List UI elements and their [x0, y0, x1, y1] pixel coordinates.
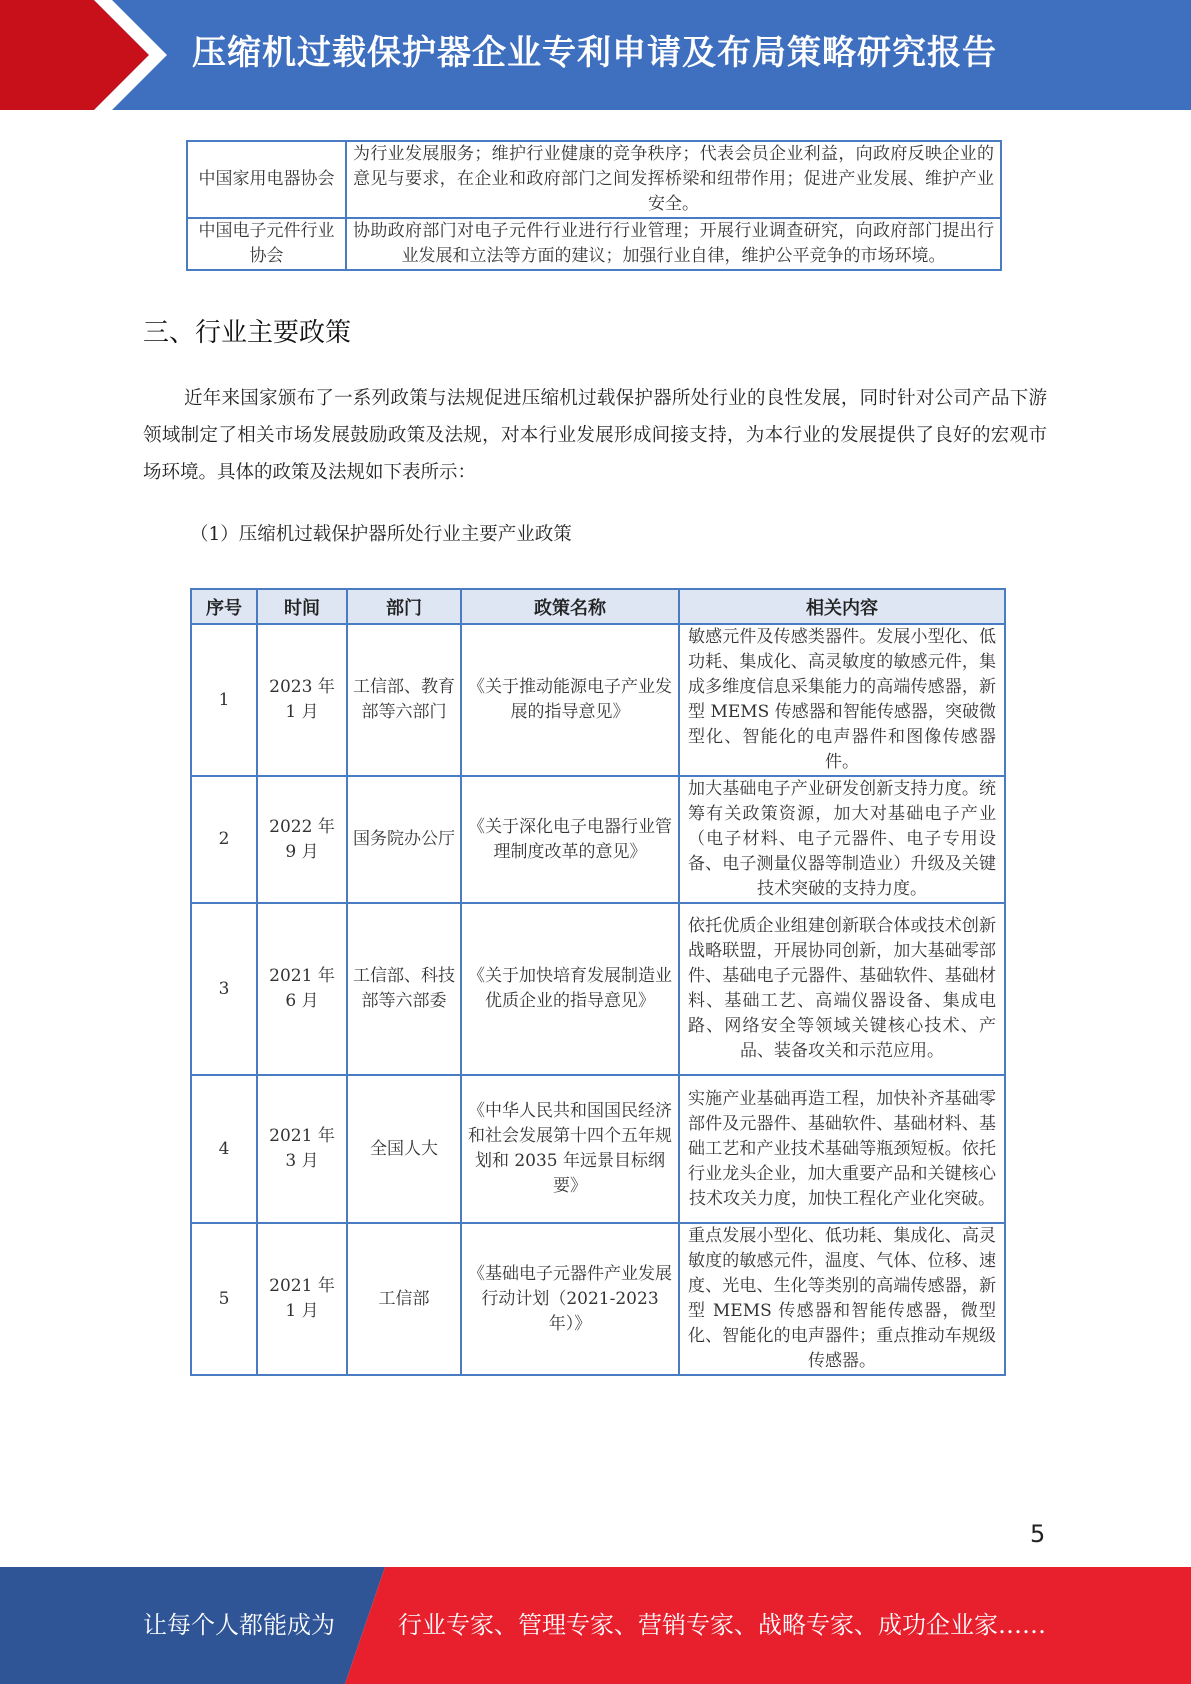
cell-time: 2022 年 9 月: [257, 776, 347, 903]
cell-no: 2: [191, 776, 257, 903]
table-caption: （1）压缩机过载保护器所处行业主要产业政策: [190, 524, 572, 545]
cell-dept: 全国人大: [347, 1075, 461, 1223]
cell-dept: 工信部、教育部等六部门: [347, 624, 461, 776]
table-header-row: [191, 589, 1005, 624]
table-row: [191, 1223, 1005, 1375]
page-header: [0, 0, 1191, 110]
association-table: [186, 140, 1002, 271]
cell-no: 3: [191, 903, 257, 1075]
cell-content: 依托优质企业组建创新联合体或技术创新战略联盟，开展协同创新，加大基础零部件、基础电子元器件、基础软件、基础材料、基础工艺、高端仪器设备、集成电路、网络安全等领域关键核心技术、产品、装备攻关和示范应用。: [679, 903, 1005, 1075]
cell-no: 1: [191, 624, 257, 776]
cell-content: 敏感元件及传感类器件。发展小型化、低功耗、集成化、高灵敏度的敏感元件，集成多维度信息采集能力的高端传感器，新型 MEMS 传感器和智能传感器，突破微型化、智能化的电声器件和图像传感器件。: [679, 624, 1005, 776]
cell-dept: 工信部、科技部等六部委: [347, 903, 461, 1075]
cell-content: 加大基础电子产业研发创新支持力度。统筹有关政策资源，加大对基础电子产业（电子材料、电子元器件、电子专用设备、电子测量仪器等制造业）升级及关键技术突破的支持力度。: [679, 776, 1005, 903]
table-row: [187, 141, 1001, 218]
cell-content: 实施产业基础再造工程，加快补齐基础零部件及元器件、基础软件、基础材料、基础工艺和产业技术基础等瓶颈短板。依托行业龙头企业，加大重要产品和关键核心技术攻关力度，加快工程化产业化突破。: [679, 1075, 1005, 1223]
cell-dept: 国务院办公厅: [347, 776, 461, 903]
section-heading: 三、行业主要政策: [143, 318, 352, 348]
table-row: [191, 776, 1005, 903]
association-name: 中国家用电器协会: [187, 141, 346, 218]
column-header-no: 序号: [191, 589, 257, 624]
cell-policy-name: 《关于推动能源电子产业发展的指导意见》: [461, 624, 679, 776]
cell-no: 5: [191, 1223, 257, 1375]
column-header-dept: 部门: [347, 589, 461, 624]
cell-time: 2021 年 6 月: [257, 903, 347, 1075]
column-header-content: 相关内容: [679, 589, 1005, 624]
policy-table: [190, 588, 1006, 1376]
column-header-policy-name: 政策名称: [461, 589, 679, 624]
association-description: 协助政府部门对电子元件行业进行行业管理；开展行业调查研究，向政府部门提出行业发展和立法等方面的建议；加强行业自律，维护公平竞争的市场环境。: [346, 218, 1001, 270]
cell-time: 2021 年 1 月: [257, 1223, 347, 1375]
column-header-time: 时间: [257, 589, 347, 624]
cell-dept: 工信部: [347, 1223, 461, 1375]
table-row: [191, 624, 1005, 776]
report-title: 压缩机过载保护器企业专利申请及布局策略研究报告: [192, 33, 997, 73]
association-name: 中国电子元件行业协会: [187, 218, 346, 270]
cell-policy-name: 《关于深化电子电器行业管理制度改革的意见》: [461, 776, 679, 903]
table-row: [187, 218, 1001, 270]
footer-slogan-left: 让每个人都能成为: [143, 1611, 335, 1639]
page-number: 5: [1030, 1520, 1046, 1548]
page-footer: [0, 1567, 1191, 1684]
cell-policy-name: 《中华人民共和国国民经济和社会发展第十四个五年规划和 2035 年远景目标纲要》: [461, 1075, 679, 1223]
table-row: [191, 1075, 1005, 1223]
cell-no: 4: [191, 1075, 257, 1223]
cell-policy-name: 《关于加快培育发展制造业优质企业的指导意见》: [461, 903, 679, 1075]
cell-policy-name: 《基础电子元器件产业发展行动计划（2021-2023 年）》: [461, 1223, 679, 1375]
cell-content: 重点发展小型化、低功耗、集成化、高灵敏度的敏感元件，温度、气体、位移、速度、光电、生化等类别的高端传感器，新型 MEMS 传感器和智能传感器，微型化、智能化的电声器件；重点推动车规级传感器。: [679, 1223, 1005, 1375]
body-paragraph: 近年来国家颁布了一系列政策与法规促进压缩机过载保护器所处行业的良性发展，同时针对公司产品下游领域制定了相关市场发展鼓励政策及法规，对本行业发展形成间接支持，为本行业的发展提供了良好的宏观市场环境。具体的政策及法规如下表所示：: [143, 388, 1047, 483]
association-description: 为行业发展服务；维护行业健康的竞争秩序；代表会员企业利益，向政府反映企业的意见与要求，在企业和政府部门之间发挥桥梁和纽带作用；促进产业发展、维护产业安全。: [346, 141, 1001, 218]
footer-slogan-right: 行业专家、管理专家、营销专家、战略专家、成功企业家……: [398, 1611, 1046, 1639]
cell-time: 2021 年 3 月: [257, 1075, 347, 1223]
table-row: [191, 903, 1005, 1075]
cell-time: 2023 年 1 月: [257, 624, 347, 776]
